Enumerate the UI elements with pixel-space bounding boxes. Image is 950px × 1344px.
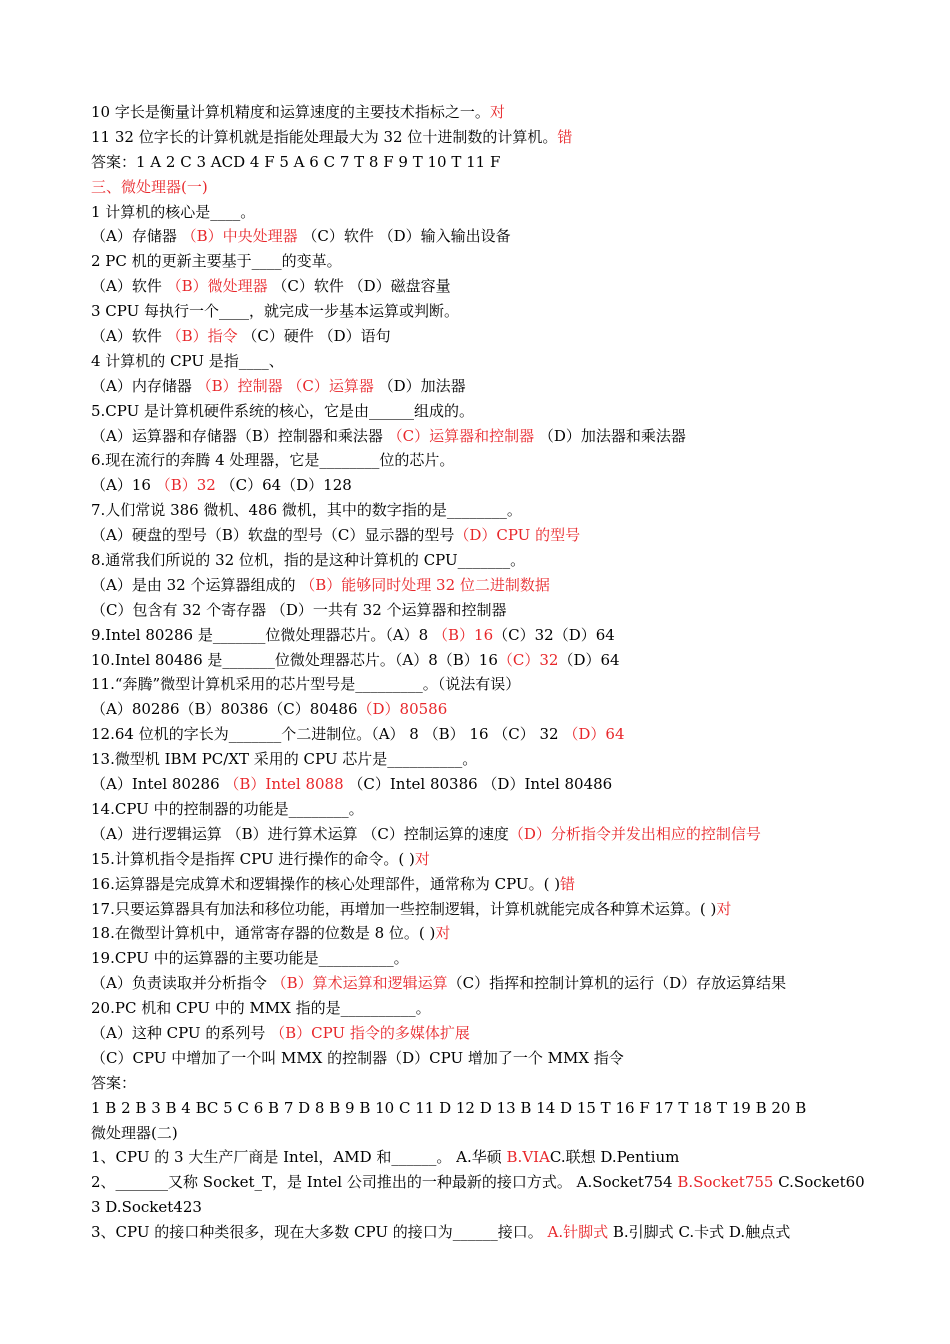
answer-text: A.针脚式: [547, 1223, 609, 1242]
text-line: [91, 672, 866, 697]
body-text: 12.64 位机的字长为_______个二进制位。（A） 8 （B） 16 （C） 32: [91, 725, 564, 744]
answer-text: （C）运算器和控制器: [387, 426, 535, 445]
answer-text: B.Socket755: [677, 1173, 774, 1192]
answer-text: （B）算术运算和逻辑运算: [271, 974, 448, 993]
answer-text: （B）微处理器: [166, 277, 268, 296]
body-text: 1 计算机的核心是____。: [91, 202, 256, 221]
text-line: [91, 573, 866, 598]
text-line: [91, 1021, 866, 1046]
body-text: （A）负责读取并分析指令: [91, 974, 272, 993]
body-text: 3、CPU 的接口种类很多，现在大多数 CPU 的接口为______接口。: [91, 1223, 548, 1242]
answer-text: 错: [560, 874, 576, 893]
text-line: [91, 1145, 866, 1170]
body-text: （A）运算器和存储器（B）控制器和乘法器: [91, 426, 388, 445]
body-text: B.引脚式 C.卡式 D.触点式: [608, 1223, 791, 1242]
text-line: [91, 150, 866, 175]
answer-text: （D）CPU 的型号: [454, 526, 581, 545]
text-line: [91, 747, 866, 772]
body-text: （A）是由 32 个运算器组成的: [91, 575, 301, 594]
body-text: 2、_______又称 Socket_T，是 Intel 公司推出的一种最新的接口方式。 A.Socket754: [91, 1173, 678, 1192]
answer-text: （B）指令: [166, 327, 238, 346]
text-line: [91, 697, 866, 722]
body-text: （C）软件 （D）磁盘容量: [267, 277, 451, 296]
text-line: [91, 772, 866, 797]
body-text: 18.在微型计算机中，通常寄存器的位数是 8 位。( ): [91, 924, 436, 943]
answer-text: 对: [414, 849, 430, 868]
text-line: [91, 648, 866, 673]
body-text: （C）64（D）128: [215, 476, 352, 495]
body-text: 6.现在流行的奔腾 4 处理器，它是________位的芯片。: [91, 451, 455, 470]
body-text: 7.人们常说 386 微机、486 微机，其中的数字指的是________。: [91, 501, 522, 520]
body-text: 5.CPU 是计算机硬件系统的核心，它是由______组成的。: [91, 401, 475, 420]
answer-text: （B）中央处理器: [181, 227, 298, 246]
body-text: 16.运算器是完成算术和逻辑操作的核心处理部件，通常称为 CPU。( ): [91, 874, 561, 893]
text-line: [91, 797, 866, 822]
text-line: [91, 1121, 866, 1146]
text-line: [91, 1220, 866, 1245]
answer-text: （D）64: [563, 725, 625, 744]
body-text: （A）Intel 80286: [91, 775, 225, 794]
text-line: [91, 921, 866, 946]
text-line: [91, 374, 866, 399]
text-line: [91, 872, 866, 897]
body-text: 1 B 2 B 3 B 4 BC 5 C 6 B 7 D 8 B 9 B 10 C 11 D 12 D 13 B 14 D 15 T 16 F 17 T 18 T 19 B 20 B: [91, 1098, 807, 1117]
text-line: [91, 897, 866, 922]
text-line: [91, 822, 866, 847]
answer-text: 对: [435, 924, 451, 943]
answer-text: （D）分析指令并发出相应的控制信号: [508, 824, 761, 843]
text-line: [91, 399, 866, 424]
text-line: [91, 200, 866, 225]
body-text: 17.只要运算器具有加法和移位功能，再增加一些控制逻辑，计算机就能完成各种算术运算。( ): [91, 899, 717, 918]
body-text: 11 32 位字长的计算机就是指能处理最大为 32 位十进制数的计算机。: [91, 127, 558, 146]
body-text: （C）CPU 中增加了一个叫 MMX 的控制器（D）CPU 增加了一个 MMX 指令: [91, 1048, 624, 1067]
text-line: [91, 1071, 866, 1096]
body-text: （C）硬件 （D）语句: [237, 327, 391, 346]
text-line: [91, 424, 866, 449]
body-text: （D）加法器: [373, 376, 466, 395]
body-text: 微处理器(二): [91, 1123, 178, 1142]
body-text: （C）指挥和控制计算机的运行（D）存放运算结果: [447, 974, 787, 993]
body-text: 13.微型机 IBM PC/XT 采用的 CPU 芯片是__________。: [91, 750, 478, 769]
document-body: [91, 100, 866, 1245]
body-text: （D）加法器和乘法器: [534, 426, 686, 445]
text-line: [91, 722, 866, 747]
answer-text: （B）CPU 指令的多媒体扩展: [270, 1023, 470, 1042]
text-line: [91, 1195, 866, 1220]
answer-text: （B）16: [433, 625, 494, 644]
body-text: 答案：: [91, 1073, 137, 1092]
body-text: （A）软件: [91, 277, 167, 296]
body-text: （A）进行逻辑运算 （B）进行算术运算 （C）控制运算的速度: [91, 824, 509, 843]
answer-text: 错: [557, 127, 573, 146]
body-text: （C）包含有 32 个寄存器 （D）一共有 32 个运算器和控制器: [91, 600, 507, 619]
body-text: 3 CPU 每执行一个____，就完成一步基本运算或判断。: [91, 302, 460, 321]
body-text: 1、CPU 的 3 大生产厂商是 Intel，AMD 和______。 A.华硕: [91, 1148, 507, 1167]
text-line: [91, 1046, 866, 1071]
body-text: 10.Intel 80486 是_______位微处理器芯片。（A）8（B）16: [91, 650, 498, 669]
text-line: [91, 996, 866, 1021]
text-line: [91, 498, 866, 523]
body-text: 10 字长是衡量计算机精度和运算速度的主要技术指标之一。: [91, 103, 490, 121]
body-text: 19.CPU 中的运算器的主要功能是__________。: [91, 949, 409, 968]
text-line: [91, 224, 866, 249]
text-line: [91, 100, 866, 125]
text-line: [91, 1096, 866, 1121]
body-text: （A）硬盘的型号（B）软盘的型号（C）显示器的型号: [91, 526, 455, 545]
body-text: 14.CPU 中的控制器的功能是________。: [91, 799, 364, 818]
text-line: [91, 623, 866, 648]
answer-text: （B）32: [155, 476, 216, 495]
body-text: 20.PC 机和 CPU 中的 MMX 指的是__________。: [91, 999, 431, 1018]
text-line: [91, 548, 866, 573]
text-line: [91, 125, 866, 150]
text-line: [91, 1170, 866, 1195]
body-text: （C）软件 （D）输入输出设备: [297, 227, 511, 246]
answer-text: 对: [716, 899, 732, 918]
body-text: （A）这种 CPU 的系列号: [91, 1023, 271, 1042]
text-line: [91, 324, 866, 349]
text-line: [91, 598, 866, 623]
body-text: 8.通常我们所说的 32 位机，指的是这种计算机的 CPU_______。: [91, 551, 526, 570]
body-text: （C）32（D）64: [493, 625, 615, 644]
text-line: [91, 946, 866, 971]
text-line: [91, 971, 866, 996]
text-line: [91, 349, 866, 374]
answer-text: （C）32: [497, 650, 559, 669]
text-line: [91, 448, 866, 473]
body-text: 11.“奔腾”微型计算机采用的芯片型号是_________。（说法有误）: [91, 675, 521, 694]
answer-text: （B）控制器 （C）运算器: [196, 376, 374, 395]
body-text: （C）Intel 80386 （D）Intel 80486: [343, 775, 613, 794]
body-text: 4 计算机的 CPU 是指____、: [91, 351, 284, 370]
text-line: [91, 249, 866, 274]
body-text: 2 PC 机的更新主要基于____的变革。: [91, 252, 342, 271]
text-line: [91, 847, 866, 872]
body-text: 15.计算机指令是指挥 CPU 进行操作的命令。( ): [91, 849, 415, 868]
answer-text: （B）Intel 8088: [224, 775, 344, 794]
text-line: [91, 473, 866, 498]
body-text: （D）64: [558, 650, 620, 669]
body-text: （A）80286（B）80386（C）80486: [91, 700, 358, 719]
answer-text: （D）80586: [357, 700, 448, 719]
text-line: [91, 274, 866, 299]
body-text: 9.Intel 80286 是_______位微处理器芯片。（A）8: [91, 625, 433, 644]
body-text: （A）16: [91, 476, 156, 495]
text-line: [91, 523, 866, 548]
body-text: （A）存储器: [91, 227, 182, 246]
body-text: （A）内存储器: [91, 376, 197, 395]
text-line: [91, 299, 866, 324]
body-text: C.联想 D.Pentium: [549, 1148, 680, 1167]
answer-text: B.VIA: [506, 1148, 550, 1167]
body-text: 3 D.Socket423: [91, 1198, 202, 1217]
answer-text: 对: [489, 103, 505, 121]
answer-text: 三、微处理器(一): [91, 177, 208, 196]
body-text: （A）软件: [91, 327, 167, 346]
text-line: [91, 175, 866, 200]
body-text: 答案：1 A 2 C 3 ACD 4 F 5 A 6 C 7 T 8 F 9 T 10 T 11 F: [91, 152, 501, 171]
body-text: C.Socket60: [773, 1173, 865, 1192]
answer-text: （B）能够同时处理 32 位二进制数据: [300, 575, 550, 594]
